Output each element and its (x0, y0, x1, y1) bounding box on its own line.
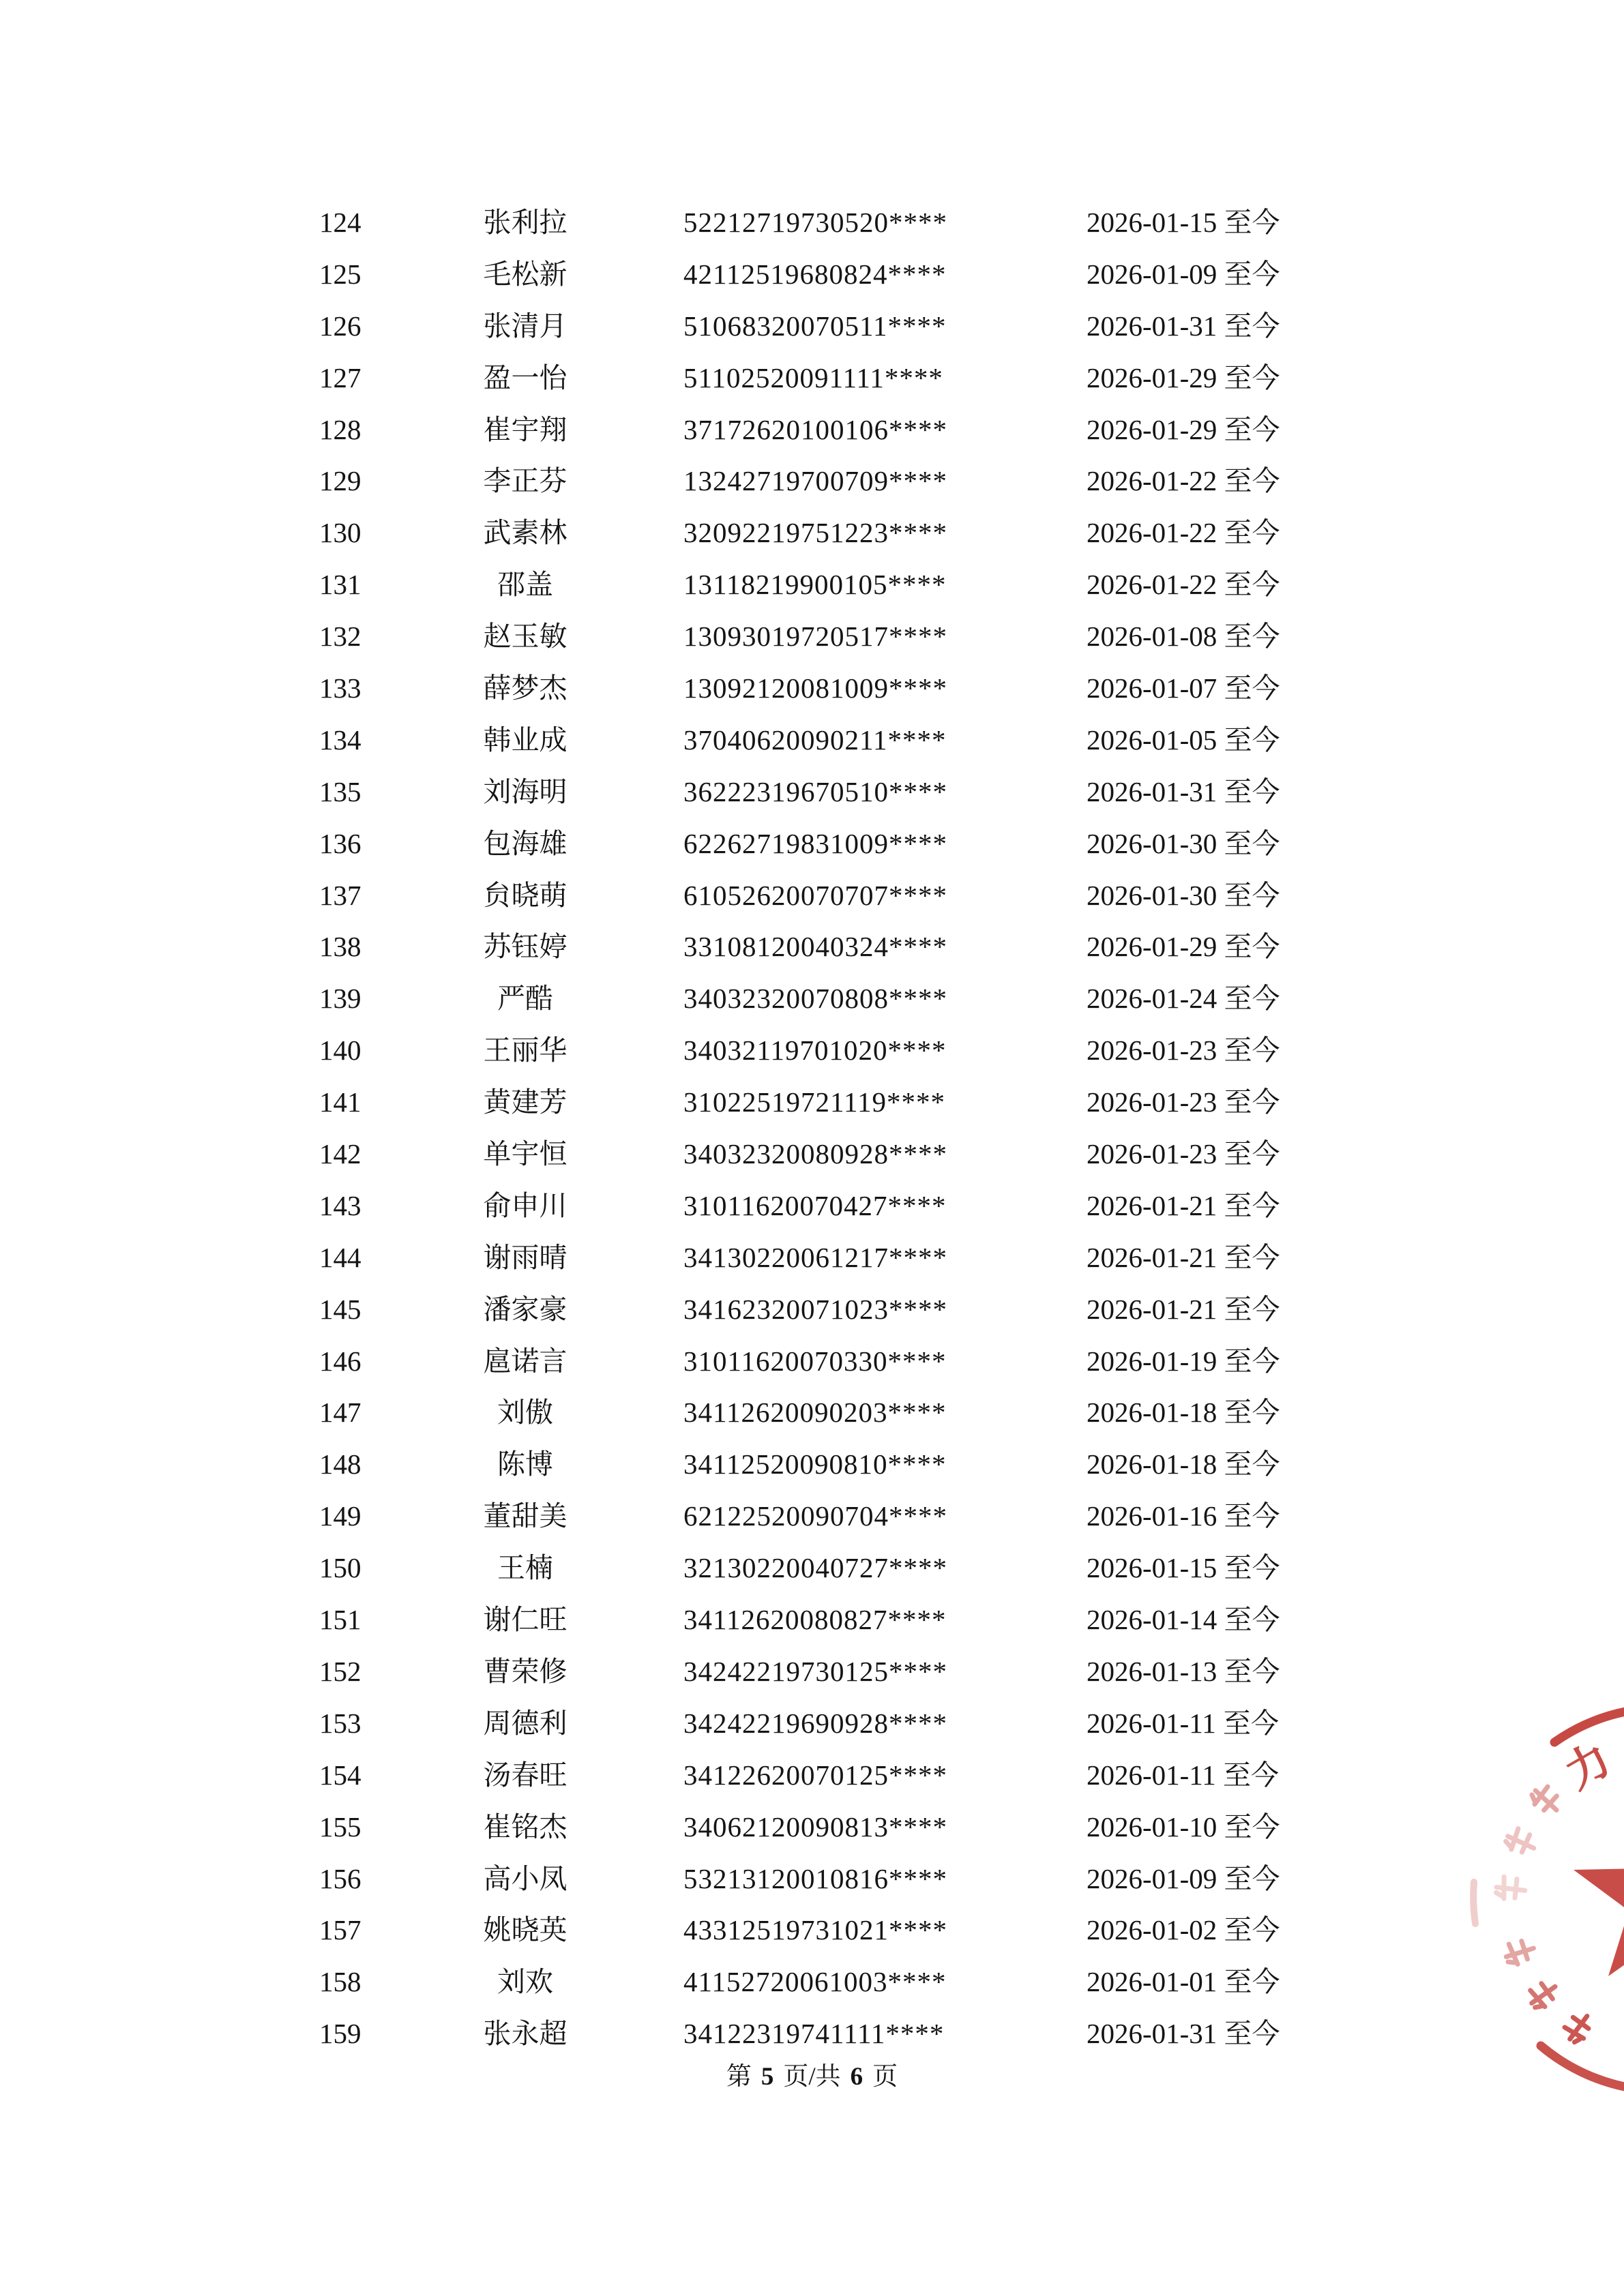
id-number-masked: 31011620070330**** (683, 1345, 947, 1377)
id-number-masked: 34242219730125**** (683, 1655, 947, 1687)
records-table (0, 197, 1624, 2060)
person-name: 武素林 (483, 517, 567, 549)
row-index: 127 (319, 361, 361, 393)
person-name: 赵玉敏 (483, 621, 567, 653)
table-row (0, 715, 1624, 766)
person-name: 薛梦杰 (483, 672, 567, 704)
id-number-masked: 42112519680824**** (683, 258, 947, 290)
validity-period: 2026-01-23 至今 (1087, 1138, 1280, 1170)
seal-border-arc-bottom (1541, 2046, 1624, 2091)
id-number-masked: 13093019720517**** (683, 621, 947, 653)
row-index: 132 (319, 621, 361, 653)
table-row (0, 1439, 1624, 1491)
table-row (0, 456, 1624, 507)
validity-period: 2026-01-18 至今 (1087, 1397, 1280, 1429)
table-row (0, 1129, 1624, 1180)
row-index: 134 (319, 724, 361, 756)
id-number-masked: 34130220061217**** (683, 1241, 947, 1273)
table-row (0, 766, 1624, 818)
person-name: 张永超 (483, 2018, 567, 2050)
validity-period: 2026-01-29 至今 (1087, 931, 1280, 963)
row-index: 147 (319, 1397, 361, 1429)
row-index: 129 (319, 465, 361, 497)
table-row (0, 663, 1624, 715)
row-index: 149 (319, 1500, 361, 1532)
id-number-masked: 32092219751223**** (683, 517, 947, 549)
table-row (0, 1750, 1624, 1802)
table-row (0, 818, 1624, 870)
validity-period: 2026-01-31 至今 (1087, 775, 1280, 807)
id-number-masked: 43312519731021**** (683, 1914, 947, 1946)
table-row (0, 404, 1624, 456)
table-row (0, 197, 1624, 249)
id-number-masked: 34062120090813**** (683, 1810, 947, 1843)
table-row (0, 870, 1624, 922)
row-index: 124 (319, 207, 361, 238)
person-name: 董甜美 (483, 1500, 567, 1532)
id-number-masked: 62122520090704**** (683, 1500, 947, 1532)
person-name: 毛松新 (483, 258, 567, 290)
row-index: 137 (319, 879, 361, 911)
person-name: 姚晓英 (483, 1914, 567, 1946)
id-number-masked: 36222319670510**** (683, 775, 947, 807)
table-row (0, 1077, 1624, 1129)
table-row (0, 1853, 1624, 1905)
row-index: 144 (319, 1241, 361, 1273)
person-name: 俞申川 (483, 1189, 567, 1221)
row-index: 157 (319, 1914, 361, 1946)
validity-period: 2026-01-31 至今 (1087, 2018, 1280, 2050)
id-number-masked: 62262719831009**** (683, 827, 947, 859)
person-name: 王丽华 (483, 1034, 567, 1067)
person-name: 谢仁旺 (483, 1604, 567, 1636)
table-row (0, 1905, 1624, 1956)
row-index: 131 (319, 569, 361, 601)
validity-period: 2026-01-07 至今 (1087, 672, 1280, 704)
validity-period: 2026-01-10 至今 (1087, 1810, 1280, 1843)
row-index: 143 (319, 1189, 361, 1221)
table-row (0, 1491, 1624, 1542)
row-index: 148 (319, 1448, 361, 1480)
row-index: 133 (319, 672, 361, 704)
person-name: 苏钰婷 (483, 931, 567, 963)
row-index: 126 (319, 310, 361, 342)
table-row (0, 353, 1624, 404)
current-page-number: 5 (761, 2063, 774, 2091)
person-name: 刘欢 (497, 1966, 553, 1998)
validity-period: 2026-01-14 至今 (1087, 1604, 1280, 1636)
person-name: 谢雨晴 (483, 1241, 567, 1273)
person-name: 邵盖 (497, 569, 553, 601)
table-row (0, 611, 1624, 663)
seal-star-icon (1574, 1804, 1624, 1976)
row-index: 145 (319, 1293, 361, 1325)
id-number-masked: 34032320070808**** (683, 983, 947, 1015)
id-number-masked: 37040620090211**** (683, 724, 947, 756)
seal-border-fragment (1473, 1882, 1475, 1924)
person-name: 刘海明 (483, 775, 567, 807)
row-index: 158 (319, 1966, 361, 1998)
validity-period: 2026-01-09 至今 (1087, 1862, 1280, 1894)
table-row (0, 301, 1624, 353)
person-name: 陈博 (497, 1448, 553, 1480)
footer-label-middle: 页/共 (783, 2063, 841, 2091)
validity-period: 2026-01-29 至今 (1087, 413, 1280, 445)
validity-period: 2026-01-15 至今 (1087, 207, 1280, 238)
person-name: 崔宇翔 (483, 413, 567, 445)
table-row (0, 921, 1624, 973)
person-name: 张清月 (483, 310, 567, 342)
table-row (0, 1387, 1624, 1439)
footer-label-suffix: 页 (872, 2063, 898, 2091)
person-name: 黄建芳 (483, 1086, 567, 1118)
validity-period: 2026-01-13 至今 (1087, 1655, 1280, 1687)
row-index: 151 (319, 1604, 361, 1636)
id-number-masked: 61052620070707**** (683, 879, 947, 911)
validity-period: 2026-01-11 至今 (1087, 1707, 1280, 1739)
validity-period: 2026-01-30 至今 (1087, 879, 1280, 911)
validity-period: 2026-01-16 至今 (1087, 1500, 1280, 1532)
table-row (0, 1025, 1624, 1077)
person-name: 包海雄 (483, 827, 567, 859)
id-number-masked: 34242219690928**** (683, 1707, 947, 1739)
id-number-masked: 52212719730520**** (683, 207, 947, 238)
id-number-masked: 31022519721119**** (683, 1086, 945, 1118)
row-index: 125 (319, 258, 361, 290)
red-seal-stamp (1453, 1684, 1624, 2121)
person-name: 单宇恒 (483, 1138, 567, 1170)
id-number-masked: 51102520091111**** (683, 361, 943, 393)
row-index: 155 (319, 1810, 361, 1843)
validity-period: 2026-01-21 至今 (1087, 1241, 1280, 1273)
row-index: 128 (319, 413, 361, 445)
person-name: 李正芬 (483, 465, 567, 497)
table-row (0, 1698, 1624, 1750)
person-name: 曹荣修 (483, 1655, 567, 1687)
table-row (0, 1956, 1624, 2008)
id-number-masked: 34032320080928**** (683, 1138, 947, 1170)
row-index: 136 (319, 827, 361, 859)
validity-period: 2026-01-02 至今 (1087, 1914, 1280, 1946)
validity-period: 2026-01-24 至今 (1087, 983, 1280, 1015)
id-number-masked: 41152720061003**** (683, 1966, 947, 1998)
id-number-masked: 31011620070427**** (683, 1189, 947, 1221)
page-footer (0, 2058, 1624, 2096)
person-name: 王楠 (497, 1552, 553, 1584)
person-name: 高小凤 (483, 1862, 567, 1894)
table-row (0, 1802, 1624, 1853)
id-number-masked: 34122319741111**** (683, 2018, 945, 2050)
id-number-masked: 51068320070511**** (683, 310, 947, 342)
person-name: 盈一怡 (483, 361, 567, 393)
validity-period: 2026-01-23 至今 (1087, 1034, 1280, 1067)
validity-period: 2026-01-31 至今 (1087, 310, 1280, 342)
row-index: 150 (319, 1552, 361, 1584)
id-number-masked: 34112620090203**** (683, 1397, 947, 1429)
validity-period: 2026-01-15 至今 (1087, 1552, 1280, 1584)
validity-period: 2026-01-18 至今 (1087, 1448, 1280, 1480)
person-name: 潘家豪 (483, 1293, 567, 1325)
table-row (0, 507, 1624, 559)
validity-period: 2026-01-29 至今 (1087, 361, 1280, 393)
row-index: 140 (319, 1034, 361, 1067)
footer-label-prefix: 第 (726, 2063, 752, 2091)
table-row (0, 1180, 1624, 1232)
id-number-masked: 37172620100106**** (683, 413, 947, 445)
person-name: 扈诺言 (483, 1345, 567, 1377)
validity-period: 2026-01-22 至今 (1087, 569, 1280, 601)
validity-period: 2026-01-09 至今 (1087, 258, 1280, 290)
row-index: 142 (319, 1138, 361, 1170)
table-row (0, 2008, 1624, 2060)
row-index: 156 (319, 1862, 361, 1894)
row-index: 159 (319, 2018, 361, 2050)
validity-period: 2026-01-11 至今 (1087, 1759, 1280, 1791)
table-row (0, 1232, 1624, 1284)
id-number-masked: 34112620080827**** (683, 1604, 947, 1636)
table-row (0, 1542, 1624, 1594)
table-row (0, 559, 1624, 611)
row-index: 141 (319, 1086, 361, 1118)
id-number-masked: 32130220040727**** (683, 1552, 947, 1584)
total-pages-number: 6 (850, 2063, 863, 2091)
id-number-masked: 34112520090810**** (683, 1448, 947, 1480)
row-index: 153 (319, 1707, 361, 1739)
table-row (0, 1594, 1624, 1646)
validity-period: 2026-01-01 至今 (1087, 1966, 1280, 1998)
validity-period: 2026-01-05 至今 (1087, 724, 1280, 756)
table-row (0, 1646, 1624, 1698)
person-name: 汤春旺 (483, 1759, 567, 1791)
id-number-masked: 13118219900105**** (683, 569, 947, 601)
row-index: 154 (319, 1759, 361, 1791)
validity-period: 2026-01-21 至今 (1087, 1189, 1280, 1221)
table-row (0, 1336, 1624, 1388)
id-number-masked: 34122620070125**** (683, 1759, 947, 1791)
person-name: 严酷 (497, 983, 553, 1015)
validity-period: 2026-01-22 至今 (1087, 465, 1280, 497)
row-index: 146 (319, 1345, 361, 1377)
row-index: 130 (319, 517, 361, 549)
row-index: 152 (319, 1655, 361, 1687)
id-number-masked: 33108120040324**** (683, 931, 947, 963)
person-name: 张利拉 (483, 207, 567, 238)
person-name: 刘傲 (497, 1397, 553, 1429)
row-index: 135 (319, 775, 361, 807)
validity-period: 2026-01-19 至今 (1087, 1345, 1280, 1377)
row-index: 139 (319, 983, 361, 1015)
id-number-masked: 34162320071023**** (683, 1293, 947, 1325)
row-index: 138 (319, 931, 361, 963)
person-name: 韩业成 (483, 724, 567, 756)
validity-period: 2026-01-08 至今 (1087, 621, 1280, 653)
person-name: 崔铭杰 (483, 1810, 567, 1843)
table-row (0, 1284, 1624, 1336)
id-number-masked: 13092120081009**** (683, 672, 947, 704)
person-name: 贠晓萌 (483, 879, 567, 911)
validity-period: 2026-01-23 至今 (1087, 1086, 1280, 1118)
validity-period: 2026-01-30 至今 (1087, 827, 1280, 859)
table-row (0, 973, 1624, 1025)
id-number-masked: 53213120010816**** (683, 1862, 947, 1894)
validity-period: 2026-01-22 至今 (1087, 517, 1280, 549)
seal-character: 力 (1556, 1734, 1619, 1798)
person-name: 周德利 (483, 1707, 567, 1739)
validity-period: 2026-01-21 至今 (1087, 1293, 1280, 1325)
table-row (0, 249, 1624, 301)
id-number-masked: 34032119701020**** (683, 1034, 947, 1067)
id-number-masked: 13242719700709**** (683, 465, 947, 497)
